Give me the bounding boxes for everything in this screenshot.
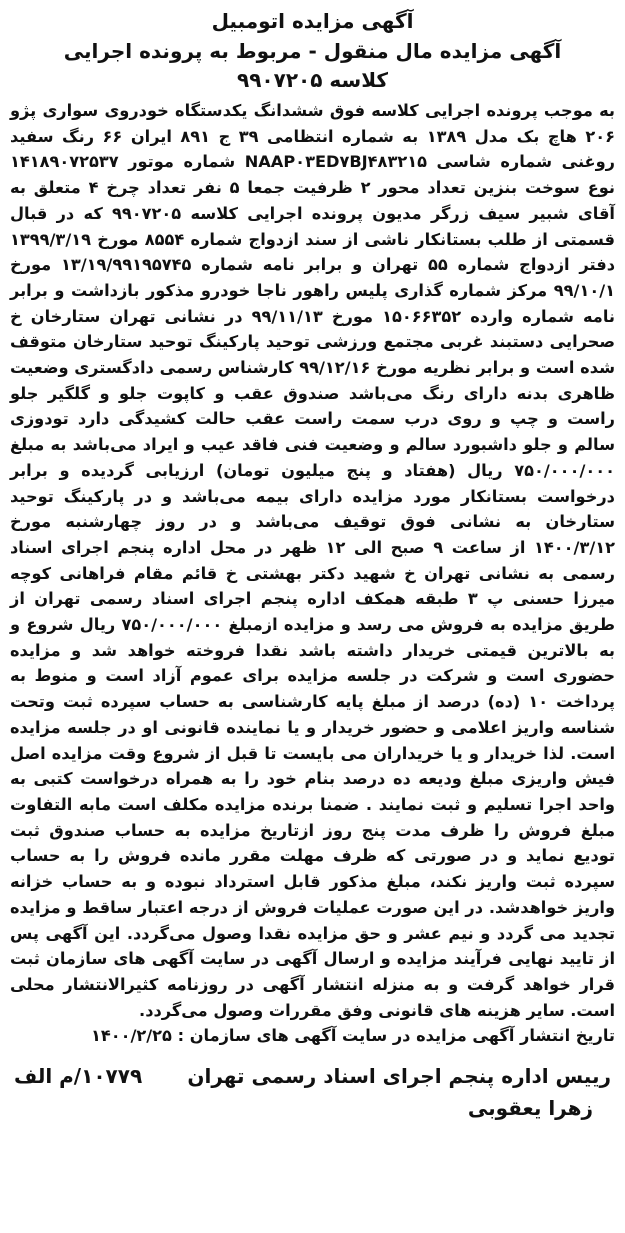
ad-code: ۱۰۷۷۹/م الف: [14, 1064, 143, 1089]
signer-title: رییس اداره پنجم اجرای اسناد رسمی تهران: [187, 1064, 611, 1089]
case-number: کلاسه ۹۹۰۷۲۰۵: [236, 68, 389, 92]
signature-row: [8, 1059, 617, 1093]
notice-body: [10, 98, 615, 1049]
notice-footer: [8, 1059, 617, 1123]
notice-subtitle: آگهی مزایده مال منقول - مربوط به پرونده اجرایی: [63, 39, 562, 63]
notice-body-paragraph: به موجب پرونده اجرایی کلاسه فوق ششدانگ یکدستگاه خودروی سواری پژو ۲۰۶ هاچ بک مدل ۱۳۸۹ به شماره انتظامی ۳۹ ج ۸۹۱ ایران ۶۶ رنگ سفید روغنی شماره شاسی NAAP۰۳ED۷BJ۴۸۳۲۱۵ شماره موتور ۱۴۱۸۹۰۷۲۵۳۷ نوع سوخت بنزین تعداد محور ۲ ظرفیت جمعا ۵ نفر تعداد چرخ ۴ متعلق به آقای شبیر سیف زرگر مدیون پرونده اجرایی کلاسه ۹۹۰۷۲۰۵ که در قبال قسمتی از طلب بستانکار ناشی از سند ازدواج شماره ۸۵۵۴ مورخ ۱۳۹۹/۳/۱۹ دفتر ازدواج شماره ۵۵ تهران و برابر نامه شماره ۱۳/۱۹/۹۹۱۹۵۷۴۵ مورخ ۹۹/۱۰/۱ مرکز شماره گذاری پلیس راهور ناجا خودرو مذکور بازداشت و برابر نامه شماره وارده ۱۵۰۶۶۳۵۲ مورخ ۹۹/۱۱/۱۳ در نشانی تهران ستارخان خ صحرایی دستبند غربی مجتمع ورزشی توحید پارکینگ توحید ستارخان متوقف شده است و برابر نظریه مورخ ۹۹/۱۲/۱۶ کارشناس رسمی دادگستری وضعیت ظاهری بدنه دارای رنگ می‌باشد صندوق عقب و کاپوت جلو و گلگیر جلو راست و چپ و روی درب سمت راست عقب حالت کشیدگی دارد تودوزی سالم و جلو داشبورد سالم و وضعیت فنی فاقد عیب و ایراد می‌باشد به مبلغ ۷۵۰/۰۰۰/۰۰۰ ریال (هفتاد و پنج میلیون تومان) ارزیابی گردیده و برابر درخواست بستانکار مورد مزایده دارای بیمه می‌باشد و در پارکینگ توحید ستارخان به نشانی فوق توقیف می‌باشد و در روز چهارشنبه مورخ ۱۴۰۰/۳/۱۲ از ساعت ۹ صبح الی ۱۲ ظهر در محل اداره پنجم اجرای اسناد رسمی به نشانی تهران خ شهید دکتر بهشتی خ قائم مقام فراهانی کوچه میرزا حسنی پ ۳ طبقه همکف اداره پنجم اجرای اسناد رسمی تهران از طریق مزایده به فروش می رسد و مزایده ازمبلغ ۷۵۰/۰۰۰/۰۰۰ ریال شروع و به بالاترین قیمتی خریدار داشته باشد نقدا فروخته خواهد شد و مزایده حضوری است و شرکت در جلسه مزایده برای عموم آزاد است و منوط به پرداخت ۱۰ (ده) درصد از مبلغ پایه کارشناسی به حساب سپرده ثبت وتحت شناسه واریز اعلامی و حضور خریدار و یا نماینده قانونی او در جلسه مزایده است. لذا خریدار و یا خریداران می بایست تا قبل از شروع وقت مزایده اصل فیش واریزی مبلغ ودیعه ده درصد بنام خود را به همراه درخواست کتبی به واحد اجرا تسلیم و ثبت نمایند . ضمنا برنده مزایده مکلف است مابه التفاوت مبلغ فروش را ظرف مدت پنج روز ازتاریخ مزایده به حساب صندوق ثبت تودیع نماید و در صورتی که ظرف مهلت مقرر مانده فروش را به حساب سپرده ثبت واریز نکند، مبلغ مذکور قابل استرداد نبوده و به حساب خزانه واریز خواهدشد. در این صورت عملیات فروش از درجه اعتبار ساقط و مزایده تجدید می گردد و نیم عشر و حق مزایده نقدا وصول می‌گردد. این آگهی پس از تایید نهایی فرآیند مزایده و ارسال آگهی در سایت آگهی های سازمان ثبت قرار خواهد گرفت و به منزله انتشار آگهی در روزنامه کثیرالانتشار محلی است. سایر هزینه های قانونی وفق مقررات وصول می‌گردد.: [10, 101, 616, 1020]
notice-title: آگهی مزایده اتومبیل: [211, 9, 414, 33]
publish-date: تاریخ انتشار آگهی مزایده در سایت آگهی های سازمان : ۱۴۰۰/۲/۲۵: [90, 1026, 615, 1046]
signer-name: زهرا یعقوبی: [467, 1096, 593, 1121]
